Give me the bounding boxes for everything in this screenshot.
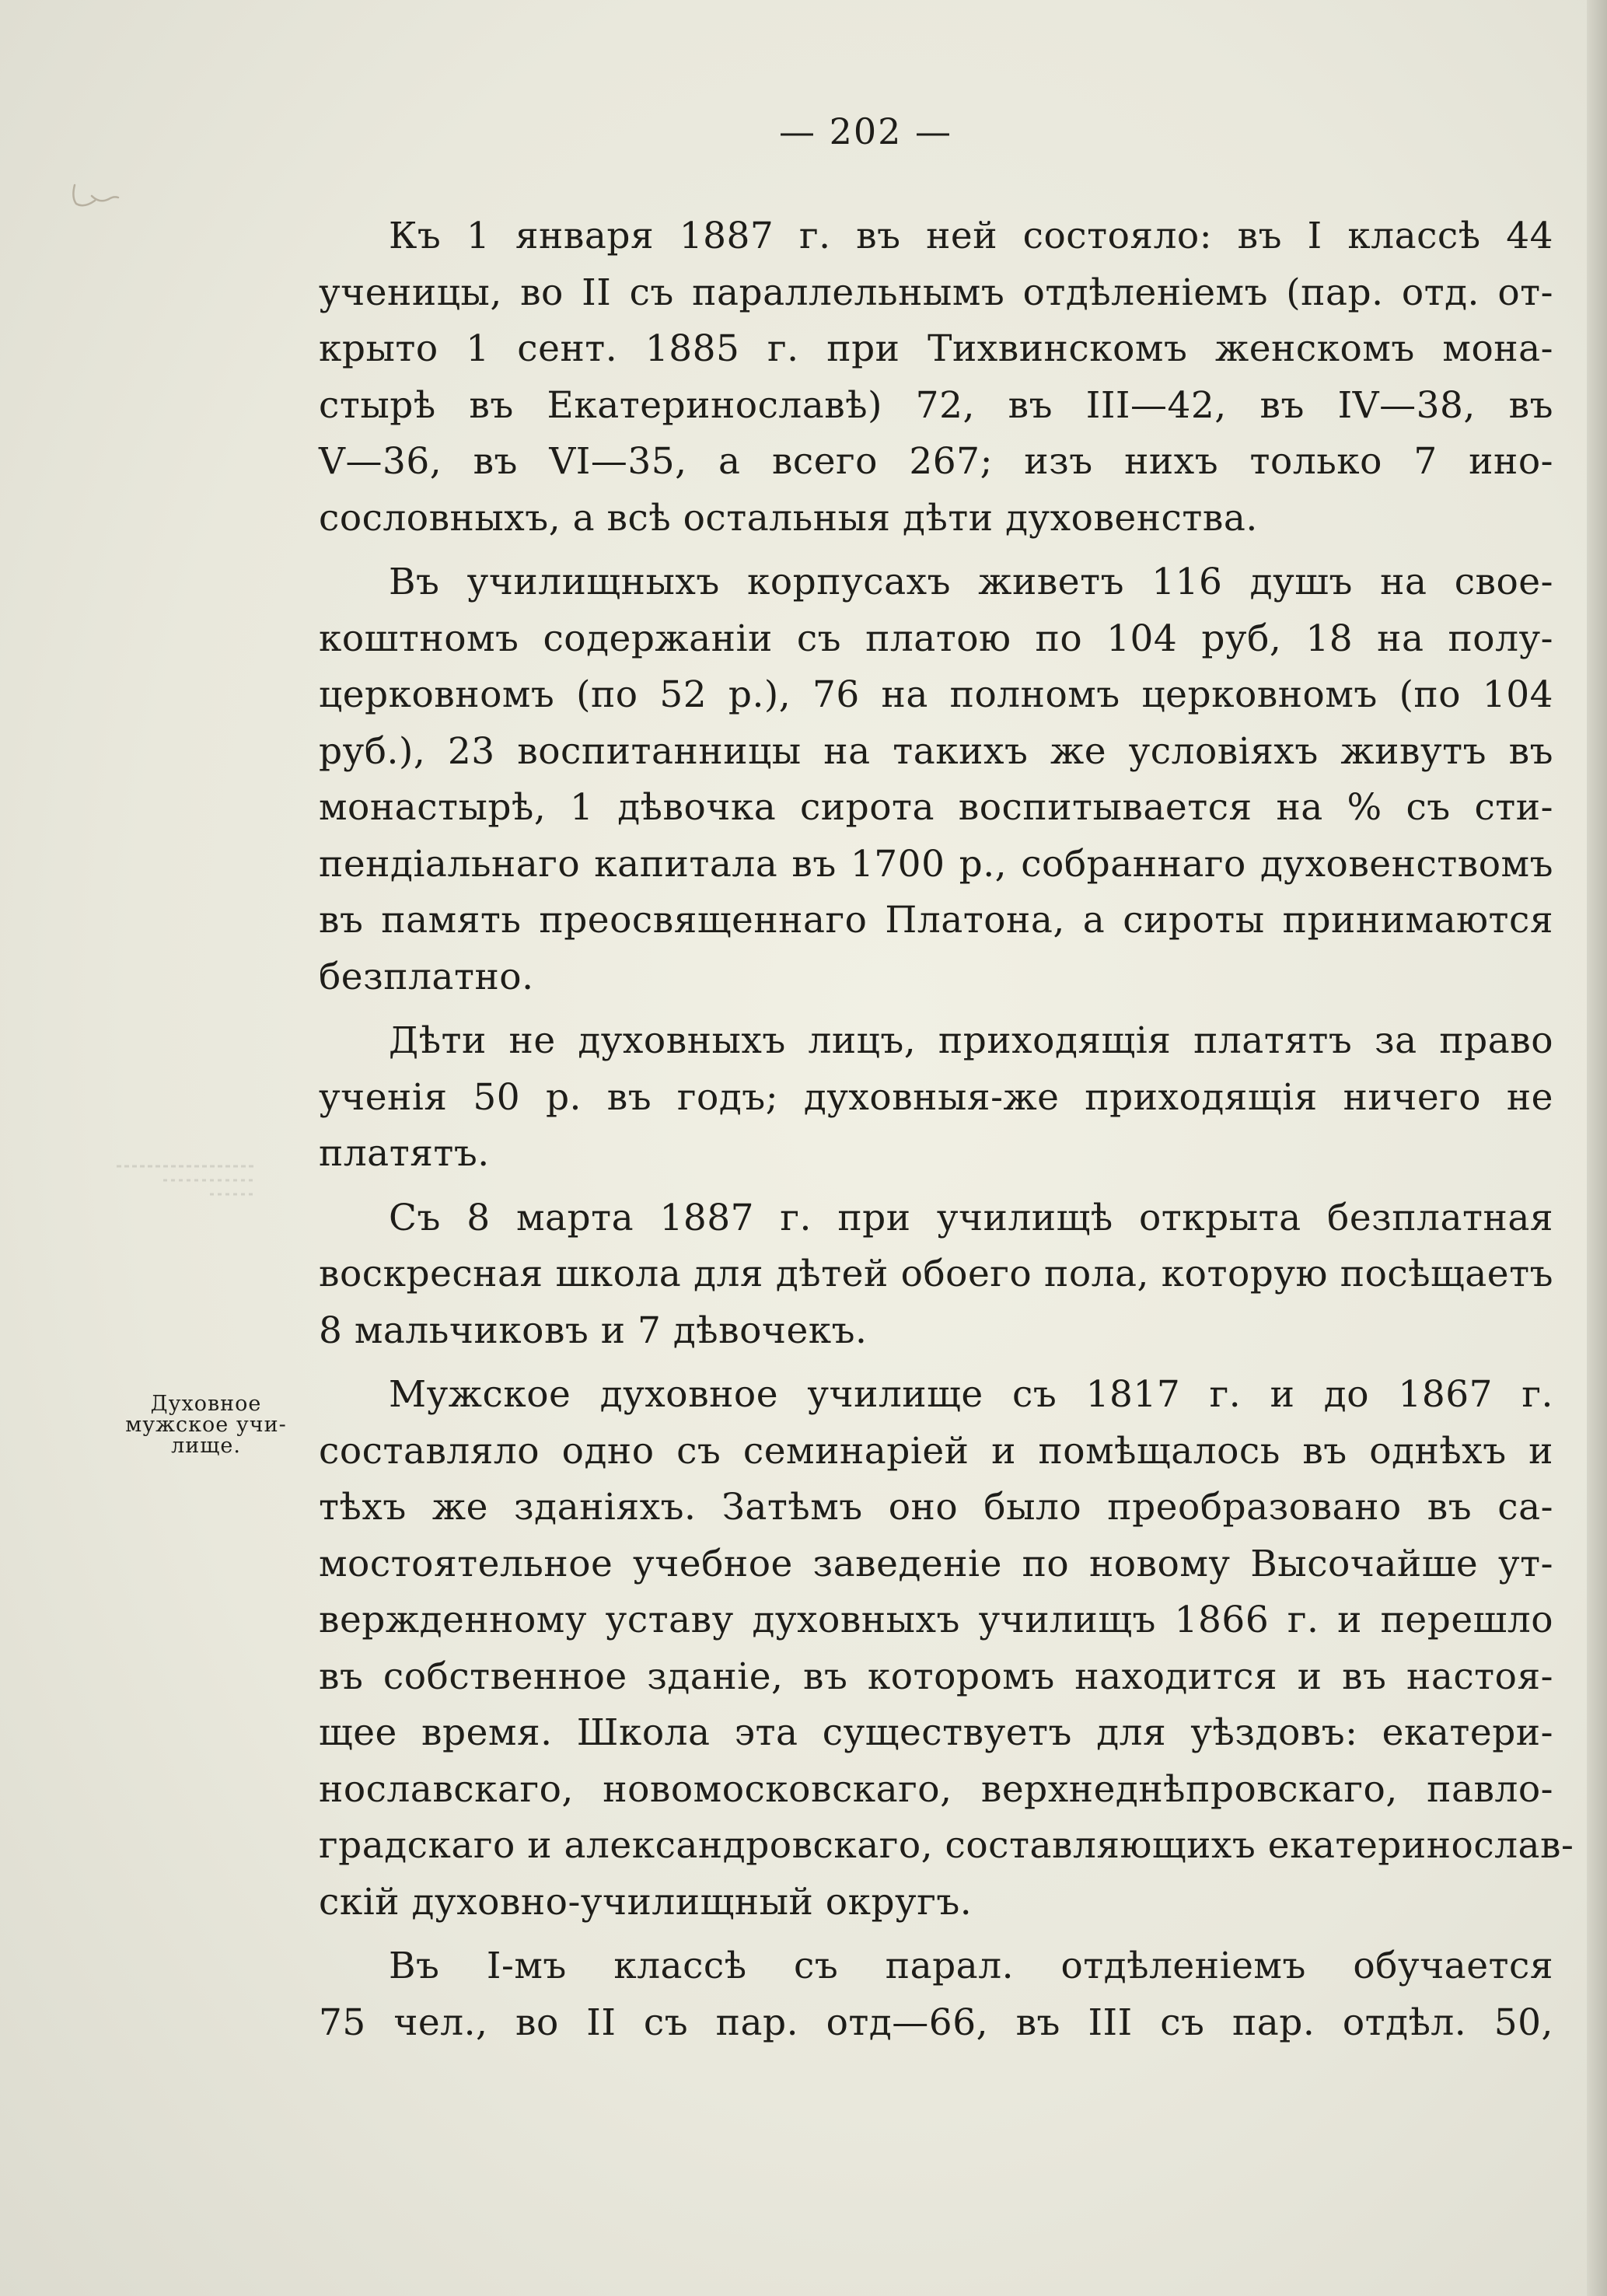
paragraph-5 xyxy=(319,1367,1574,1931)
margin-note-line: лище. xyxy=(171,1434,241,1458)
text-line: тѣхъ же зданіяхъ. Затѣмъ оно было преобразовано въ са- xyxy=(319,1486,1553,1529)
text-line: ученія 50 р. въ годъ; духовныя-же приходящія ничего не xyxy=(319,1075,1553,1119)
text-line: Въ I-мъ классѣ съ парал. отдѣленіемъ обучается xyxy=(389,1945,1553,1987)
text-line: щее время. Школа эта существуетъ для уѣздовъ: екатери- xyxy=(319,1711,1553,1754)
margin-note-line: Духовное xyxy=(150,1392,262,1416)
text-line: Въ училищныхъ корпусахъ живетъ 116 душъ на свое- xyxy=(389,561,1553,603)
text-line: нославскаго, новомосковскаго, верхнеднѣпровскаго, павло- xyxy=(319,1767,1553,1811)
margin-note-line: мужское учи- xyxy=(125,1413,287,1437)
body-text xyxy=(319,208,1574,2059)
pencil-mark xyxy=(68,180,123,211)
text-line: Мужское духовное училище съ 1817 г. и до 1867 г. xyxy=(389,1373,1553,1416)
text-line: монастырѣ, 1 дѣвочка сирота воспитывается на % съ сти- xyxy=(319,786,1553,829)
text-line: V—36, въ VI—35, а всего 267; изъ нихъ только 7 ино- xyxy=(319,440,1553,483)
text-line: пендіальнаго капитала въ 1700 р., собраннаго духовенствомъ xyxy=(319,842,1553,886)
text-line: 8 мальчиковъ и 7 дѣвочекъ. xyxy=(319,1309,868,1352)
paragraph-1 xyxy=(319,208,1553,547)
text-line: въ собственное зданіе, въ которомъ находится и въ настоя- xyxy=(319,1655,1553,1698)
text-line: крыто 1 сент. 1885 г. при Тихвинскомъ женскомъ мона- xyxy=(319,327,1553,370)
text-line: Дѣти не духовныхъ лицъ, приходящія платятъ за право xyxy=(389,1019,1553,1062)
text-line: Съ 8 марта 1887 г. при училищѣ открыта безплатная xyxy=(389,1196,1553,1239)
paragraph-6 xyxy=(319,1938,1553,2051)
bleed-through-marks xyxy=(117,1157,257,1204)
text-line: составляло одно съ семинаріей и помѣщалось въ однѣхъ и xyxy=(319,1429,1553,1473)
text-line: скій духовно-училищный округъ. xyxy=(319,1880,973,1924)
text-line: Къ 1 января 1887 г. въ ней состояло: въ I классѣ 44 xyxy=(389,215,1553,257)
text-line: безплатно. xyxy=(319,955,534,998)
text-line: вержденному уставу духовныхъ училищъ 1866 г. и перешло xyxy=(319,1599,1553,1641)
text-line: въ память преосвященнаго Платона, а сироты принимаются xyxy=(319,899,1553,942)
text-line: 75 чел., во II съ пар. отд—66, въ III съ пар. отдѣл. 50, xyxy=(319,2001,1553,2044)
text-line: руб.), 23 воспитанницы на такихъ же условіяхъ живутъ въ xyxy=(319,729,1553,773)
text-line: коштномъ содержаніи съ платою по 104 руб, 18 на полу- xyxy=(319,617,1553,660)
page-edge-shadow xyxy=(1587,0,1607,2296)
page-number: — 202 — xyxy=(778,110,953,152)
margin-note xyxy=(101,1393,311,1456)
text-line: стырѣ въ Екатеринославѣ) 72, въ III—42, въ IV—38, въ xyxy=(319,383,1553,427)
text-line: воскресная школа для дѣтей обоего пола, которую посѣщаетъ xyxy=(319,1253,1553,1295)
text-line: мостоятельное учебное заведеніе по новому Высочайше ут- xyxy=(319,1542,1553,1585)
text-line: платятъ. xyxy=(319,1132,490,1175)
text-line: церковномъ (по 52 р.), 76 на полномъ церковномъ (по 104 xyxy=(319,673,1553,716)
text-line: сословныхъ, а всѣ остальныя дѣти духовенства. xyxy=(319,496,1258,540)
paragraph-4 xyxy=(319,1190,1553,1360)
text-line: градскаго и александровскаго, составляющихъ екатеринослав- xyxy=(319,1824,1574,1867)
paragraph-2 xyxy=(319,554,1553,1005)
paragraph-3 xyxy=(319,1013,1553,1183)
text-line: ученицы, во II съ параллельнымъ отдѣленіемъ (пар. отд. от- xyxy=(319,271,1553,314)
